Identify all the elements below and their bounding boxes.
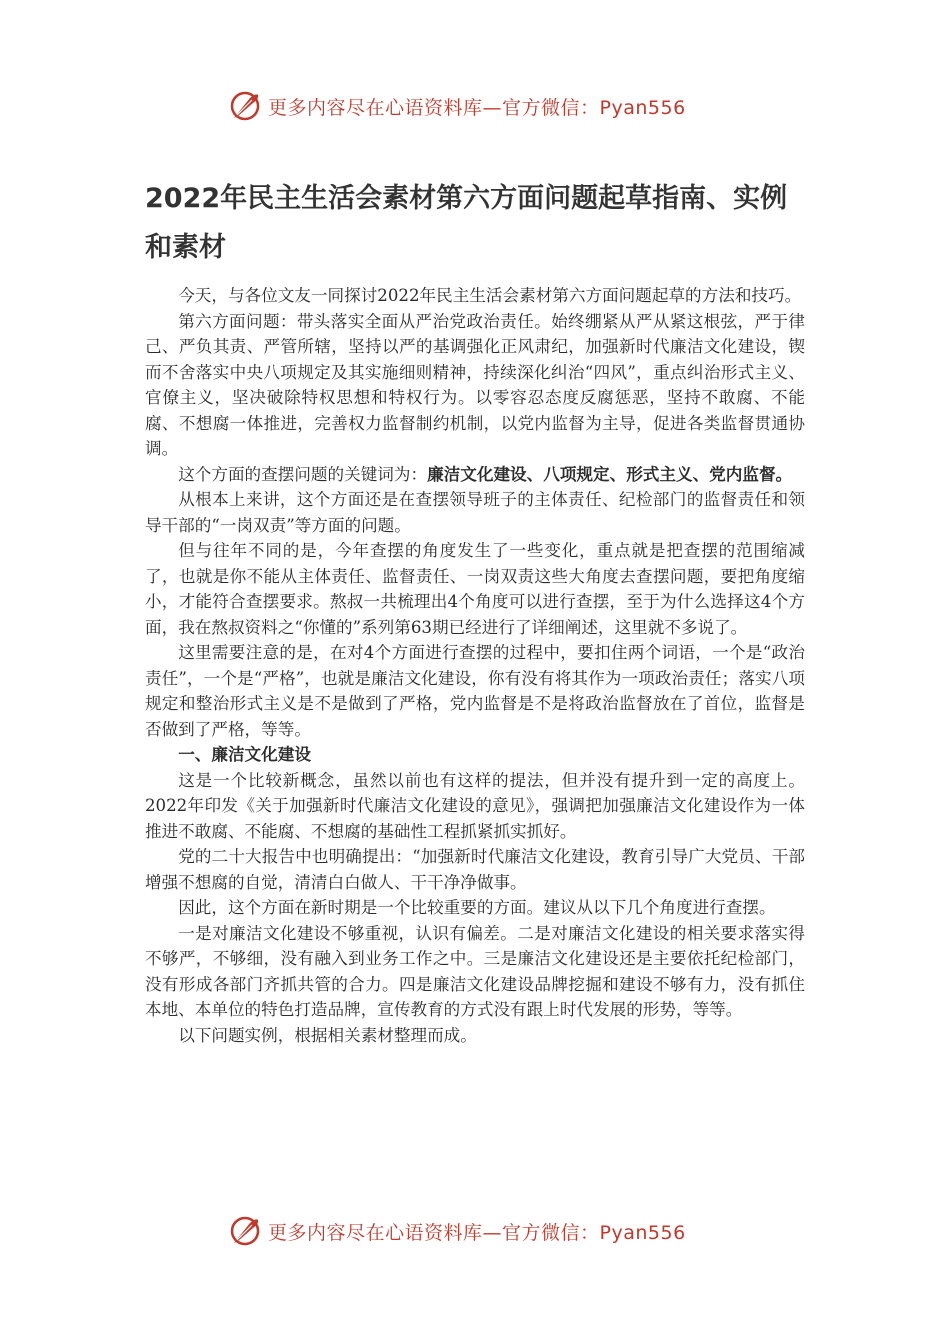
banner-text: 更多内容尽在心语资料库—官方微信：Pyan556 [268, 1221, 686, 1244]
paragraph-attention: 这里需要注意的是，在对4个方面进行查摆的过程中，要扣住两个词语，一个是“政治责任”，一个是“严格”，也就是廉洁文化建设，你有没有将其作为一项政治责任；落实八项规定和整治形式主义是不是做到了严格，党内监督是不是将政治监督放在了首位，监督是否做到了严格，等等。 [145, 643, 805, 739]
paragraph-angles: 一是对廉洁文化建设不够重视，认识有偏差。二是对廉洁文化建设的相关要求落实得不够严，不够细，没有融入到业务工作之中。三是廉洁文化建设还是主要依托纪检部门，没有形成各部门齐抓共管的合力。四是廉洁文化建设品牌挖掘和建设不够有力，没有抓住本地、本单位的特色打造品牌，宣传教育的方式没有跟上时代发展的形势，等等。 [145, 923, 805, 1019]
document-body [145, 283, 805, 1048]
document-title: 2022年民主生活会素材第六方面问题起草指南、实例和素材 [145, 183, 788, 263]
quill-pen-logo-icon [228, 1214, 262, 1248]
paragraph-examples: 以下问题实例，根据相关素材整理而成。 [178, 1025, 477, 1045]
paragraph-keywords [145, 462, 805, 488]
footer-banner [228, 1211, 686, 1251]
paragraph-therefore: 因此，这个方面在新时期是一个比较重要的方面。建议从以下几个角度进行查摆。 [178, 898, 776, 917]
quill-pen-logo-icon [228, 89, 262, 123]
paragraph-intro: 今天，与各位文友一同探讨2022年民主生活会素材第六方面问题起草的方法和技巧。 [178, 286, 802, 305]
section-heading: 一、廉洁文化建设 [178, 744, 311, 764]
paragraph-report: 党的二十大报告中也明确提出：“加强新时代廉洁文化建设，教育引导广大党员、干部增强不想腐的自觉，清清白白做人、干干净净做事。 [145, 847, 805, 892]
paragraph-fundamental: 从根本上来讲，这个方面还是在查摆领导班子的主体责任、纪检部门的监督责任和领导干部的“一岗双责”等方面的问题。 [145, 490, 805, 535]
paragraph-sixth-aspect: 第六方面问题：带头落实全面从严治党政治责任。始终绷紧从严从紧这根弦，严于律己、严负其责、严管所辖，坚持以严的基调强化正风肃纪，加强新时代廉洁文化建设，锲而不舍落实中央八项规定及其实施细则精神，持续深化纠治“四风”，重点纠治形式主义、官僚主义，坚决破除特权思想和特权行为。以零容忍态度反腐惩恶，坚持不敢腐、不能腐、不想腐一体推进，完善权力监督制约机制，以党内监督为主导，促进各类监督贯通协调。 [145, 311, 805, 458]
paragraph-difference: 但与往年不同的是，今年查摆的角度发生了一些变化，重点就是把查摆的范围缩减了，也就是你不能从主体责任、监督责任、一岗双责这些大角度去查摆问题，要把角度缩小，才能符合查摆要求。熬叔一共梳理出4个角度可以进行查摆，至于为什么选择这4个方面，我在熬叔资料之“你懂的”系列第63期已经进行了详细阐述，这里就不多说了。 [145, 541, 805, 637]
header-banner [228, 86, 686, 126]
keywords-lead: 这个方面的查摆问题的关键词为： [178, 464, 428, 484]
banner-text: 更多内容尽在心语资料库—官方微信：Pyan556 [268, 96, 686, 119]
keywords-bold: 廉洁文化建设、八项规定、形式主义、党内监督。 [427, 463, 793, 484]
paragraph-new-concept: 这是一个比较新概念，虽然以前也有这样的提法，但并没有提升到一定的高度上。2022年印发《关于加强新时代廉洁文化建设的意见》，强调把加强廉洁文化建设作为一体推进不敢腐、不能腐、不想腐的基础性工程抓紧抓实抓好。 [145, 770, 805, 841]
